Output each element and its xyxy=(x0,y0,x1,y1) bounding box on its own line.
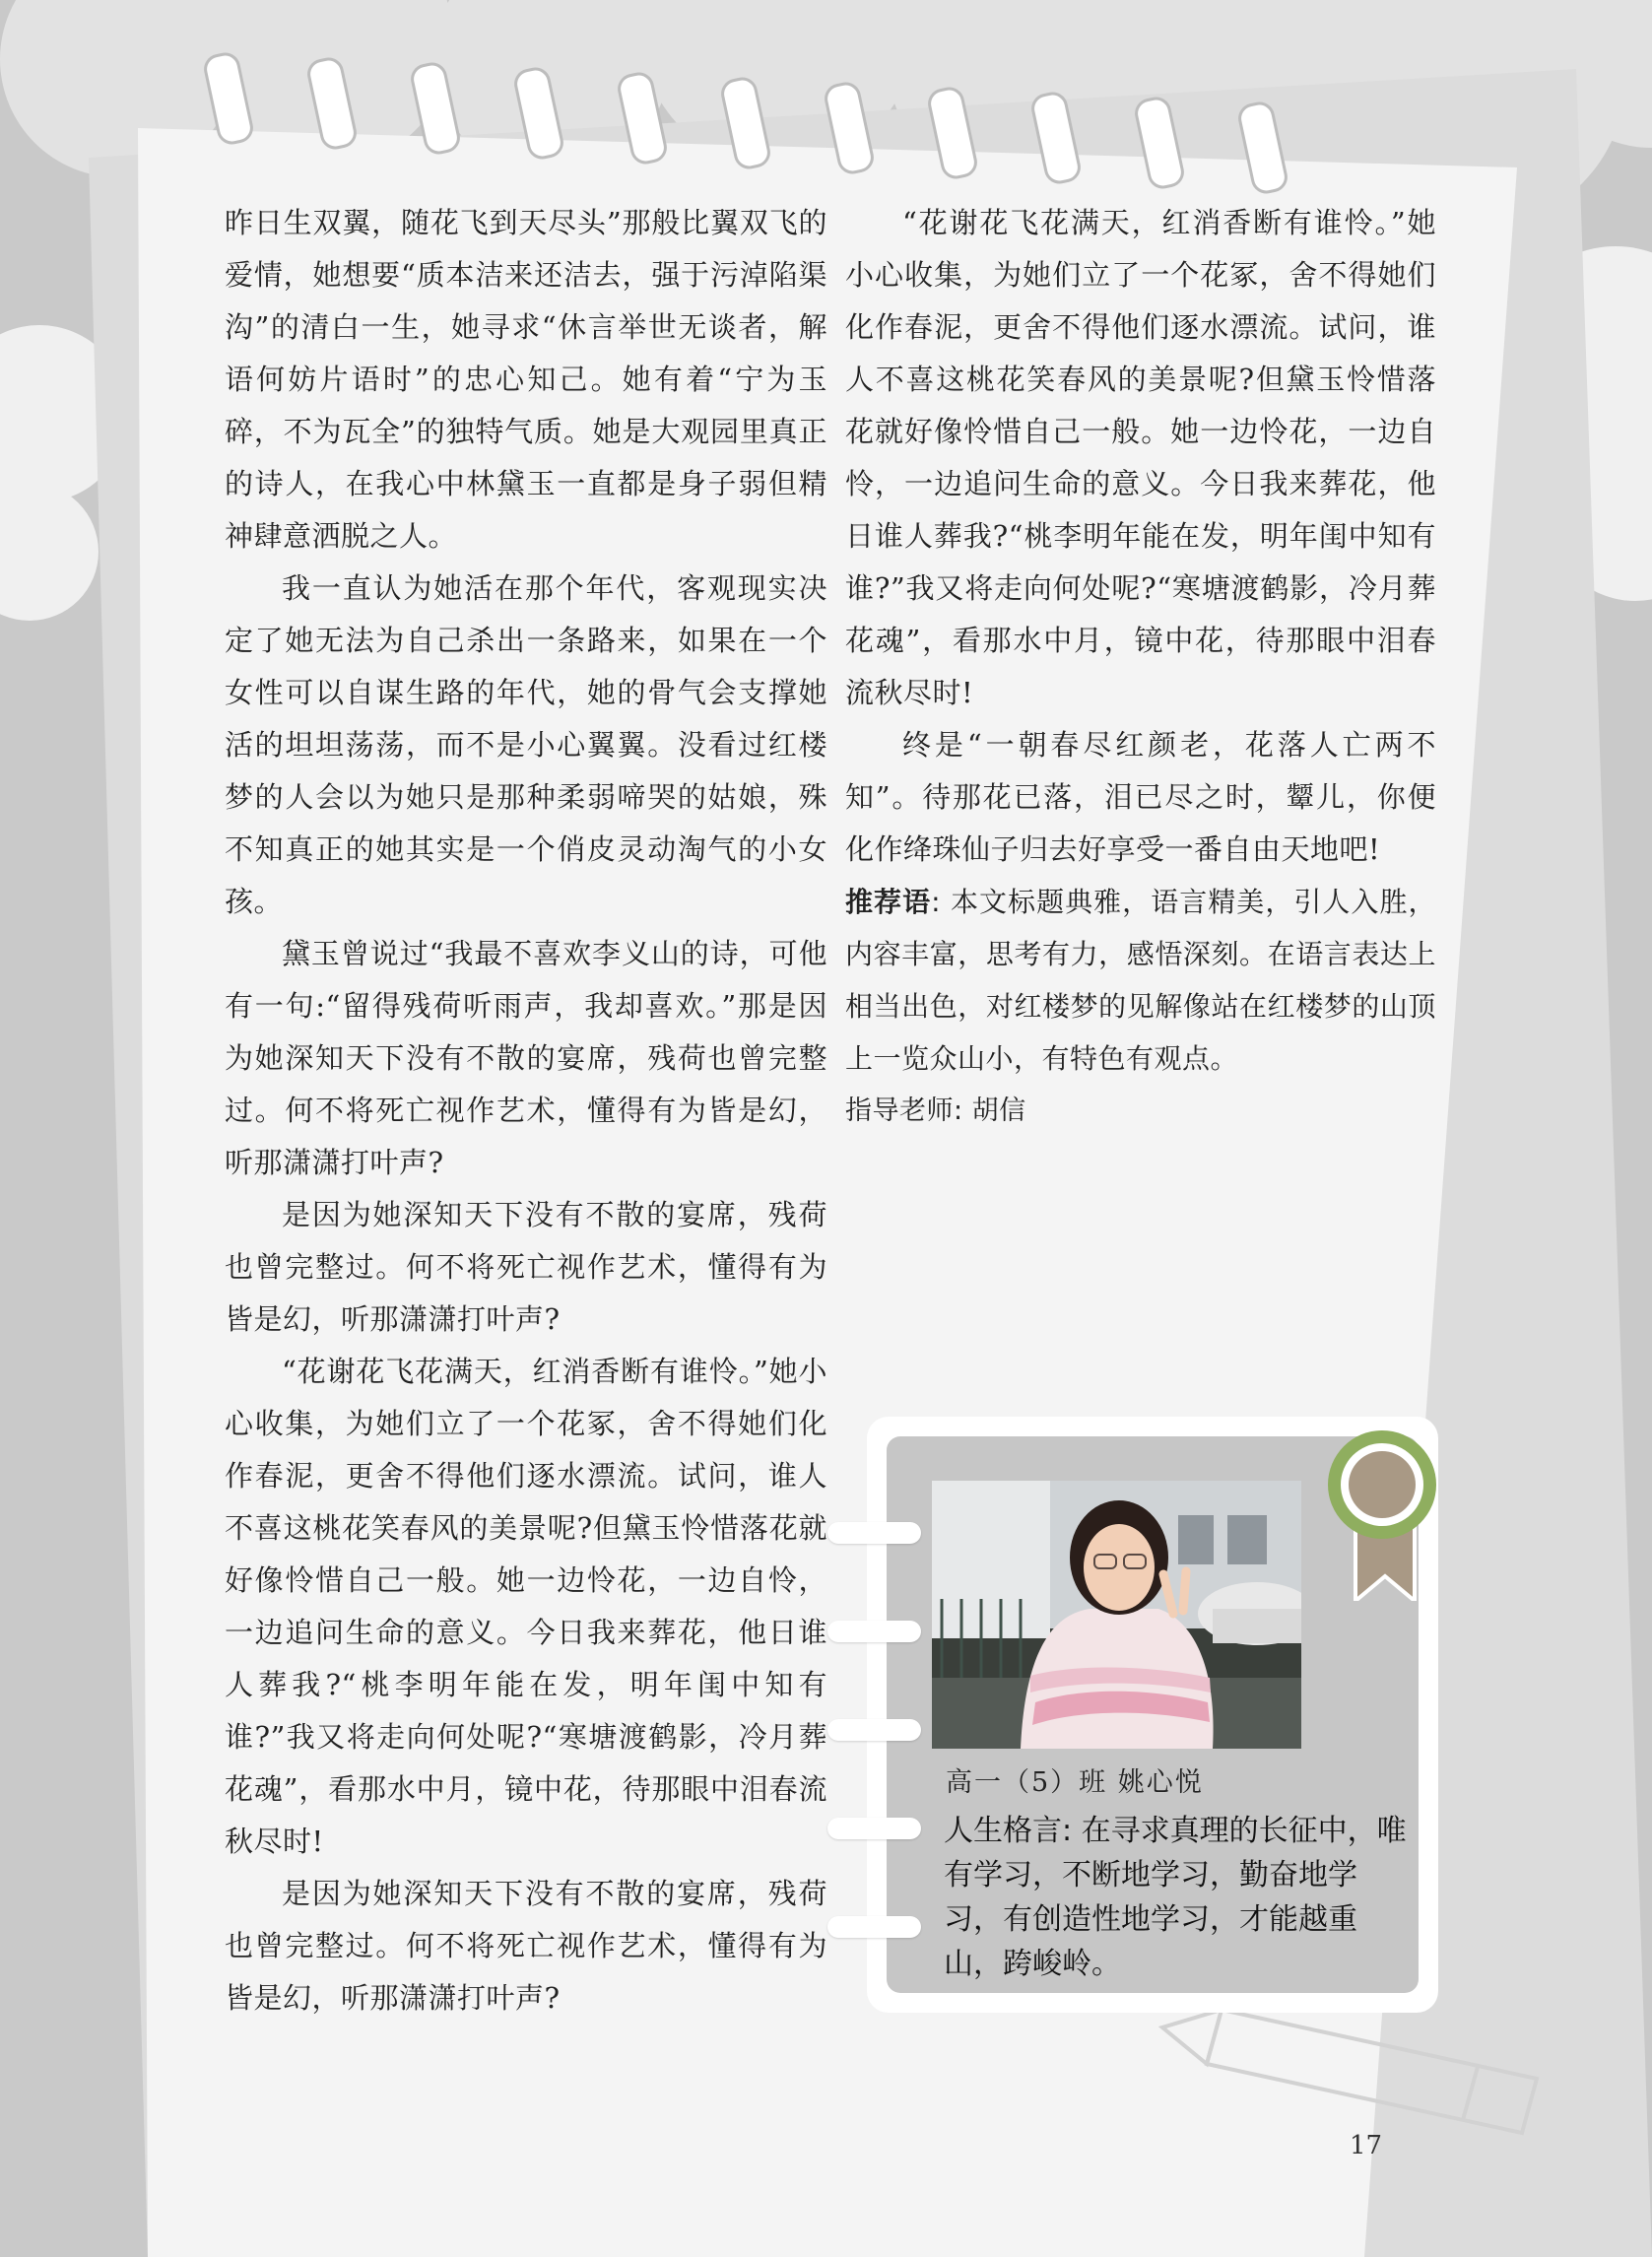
paragraph: 昨日生双翼，随花飞到天尽头”那般比翼双飞的爱情，她想要“质本洁来还洁去，强于污淖陷渠沟”的清白一生，她寻求“休言举世无谈者，解语何妨片语时”的忠心知己。她有着“宁为玉碎，不为瓦全”的独特气质。她是大观园里真正的诗人，在我心中林黛玉一直都是身子弱但精神肆意洒脱之人。 xyxy=(225,206,827,553)
ribbon-badge-icon xyxy=(1326,1428,1439,1601)
page-number: 17 xyxy=(1350,2131,1383,2160)
left-column xyxy=(225,197,827,2025)
paragraph: 黛玉曾说过“我最不喜欢李义山的诗，可他有一句:“留得残荷听雨声，我却喜欢。”那是因为她深知天下没有不散的宴席，残荷也曾完整过。何不将死亡视作艺术，懂得有为皆是幻，听那潇潇打叶声? xyxy=(225,937,827,1179)
binder-ring-icon xyxy=(827,1818,921,1839)
binder-ring-icon xyxy=(827,1522,921,1544)
recommendation-label: 推荐语 xyxy=(845,886,932,918)
paragraph: “花谢花飞花满天，红消香断有谁怜。”她小心收集，为她们立了一个花冢，舍不得她们化作春泥，更舍不得他们逐水漂流。试问，谁人不喜这桃花笑春风的美景呢?但黛玉怜惜落花就好像怜惜自己一般。她一边怜花，一边自怜，一边追问生命的意义。今日我来葬花，他日谁人葬我?“桃李明年能在发，明年闺中知有谁?”我又将走向何处呢?“寒塘渡鹤影，冷月葬花魂”，看那水中月，镜中花，待那眼中泪春流秋尽时! xyxy=(225,1355,827,1858)
author-photo xyxy=(932,1481,1301,1749)
binder-ring-icon xyxy=(827,1719,921,1741)
paragraph: 是因为她深知天下没有不散的宴席，残荷也曾完整过。何不将死亡视作艺术，懂得有为皆是幻，听那潇潇打叶声? xyxy=(225,1198,827,1336)
binder-ring-icon xyxy=(827,1916,921,1938)
recommendation-text: : 本文标题典雅，语言精美，引人入胜，内容丰富，思考有力，感悟深刻。在语言表达上相当出色，对红楼梦的见解像站在红楼梦的山顶上一览众山小，有特色有观点。 xyxy=(845,886,1436,1075)
teacher-credit: 指导老师: 胡信 xyxy=(845,1095,1026,1126)
paragraph: “花谢花飞花满天，红消香断有谁怜。”她小心收集，为她们立了一个花冢，舍不得她们化作春泥，更舍不得他们逐水漂流。试问，谁人不喜这桃花笑春风的美景呢?但黛玉怜惜落花就好像怜惜自己一般。她一边怜花，一边自怜，一边追问生命的意义。今日我来葬花，他日谁人葬我?“桃李明年能在发，明年闺中知有谁?”我又将走向何处呢?“寒塘渡鹤影，冷月葬花魂”，看那水中月，镜中花，待那眼中泪春流秋尽时! xyxy=(845,206,1436,709)
paragraph: 终是“一朝春尽红颜老，花落人亡两不知”。待那花已落，泪已尽之时，颦儿，你便化作绛珠仙子归去好享受一番自由天地吧! xyxy=(845,728,1436,866)
recommendation xyxy=(845,876,1436,1085)
paragraph: 是因为她深知天下没有不散的宴席，残荷也曾完整过。何不将死亡视作艺术，懂得有为皆是幻，听那潇潇打叶声? xyxy=(225,1877,827,2015)
paragraph: 我一直认为她活在那个年代，客观现实决定了她无法为自己杀出一条路来，如果在一个女性可以自谋生路的年代，她的骨气会支撑她活的坦坦荡荡，而不是小心翼翼。没看过红楼梦的人会以为她只是那种柔弱啼哭的姑娘，殊不知真正的她其实是一个俏皮灵动淘气的小女孩。 xyxy=(225,571,827,918)
binder-ring-icon xyxy=(827,1621,921,1642)
right-column xyxy=(845,197,1436,1137)
author-motto: 人生格言: 在寻求真理的长征中，唯有学习，不断地学习，勤奋地学习，有创造性地学习，才能越重山，跨峻岭。 xyxy=(944,1814,1407,1981)
author-caption: 高一（5）班 姚心悦 xyxy=(946,1767,1204,1798)
